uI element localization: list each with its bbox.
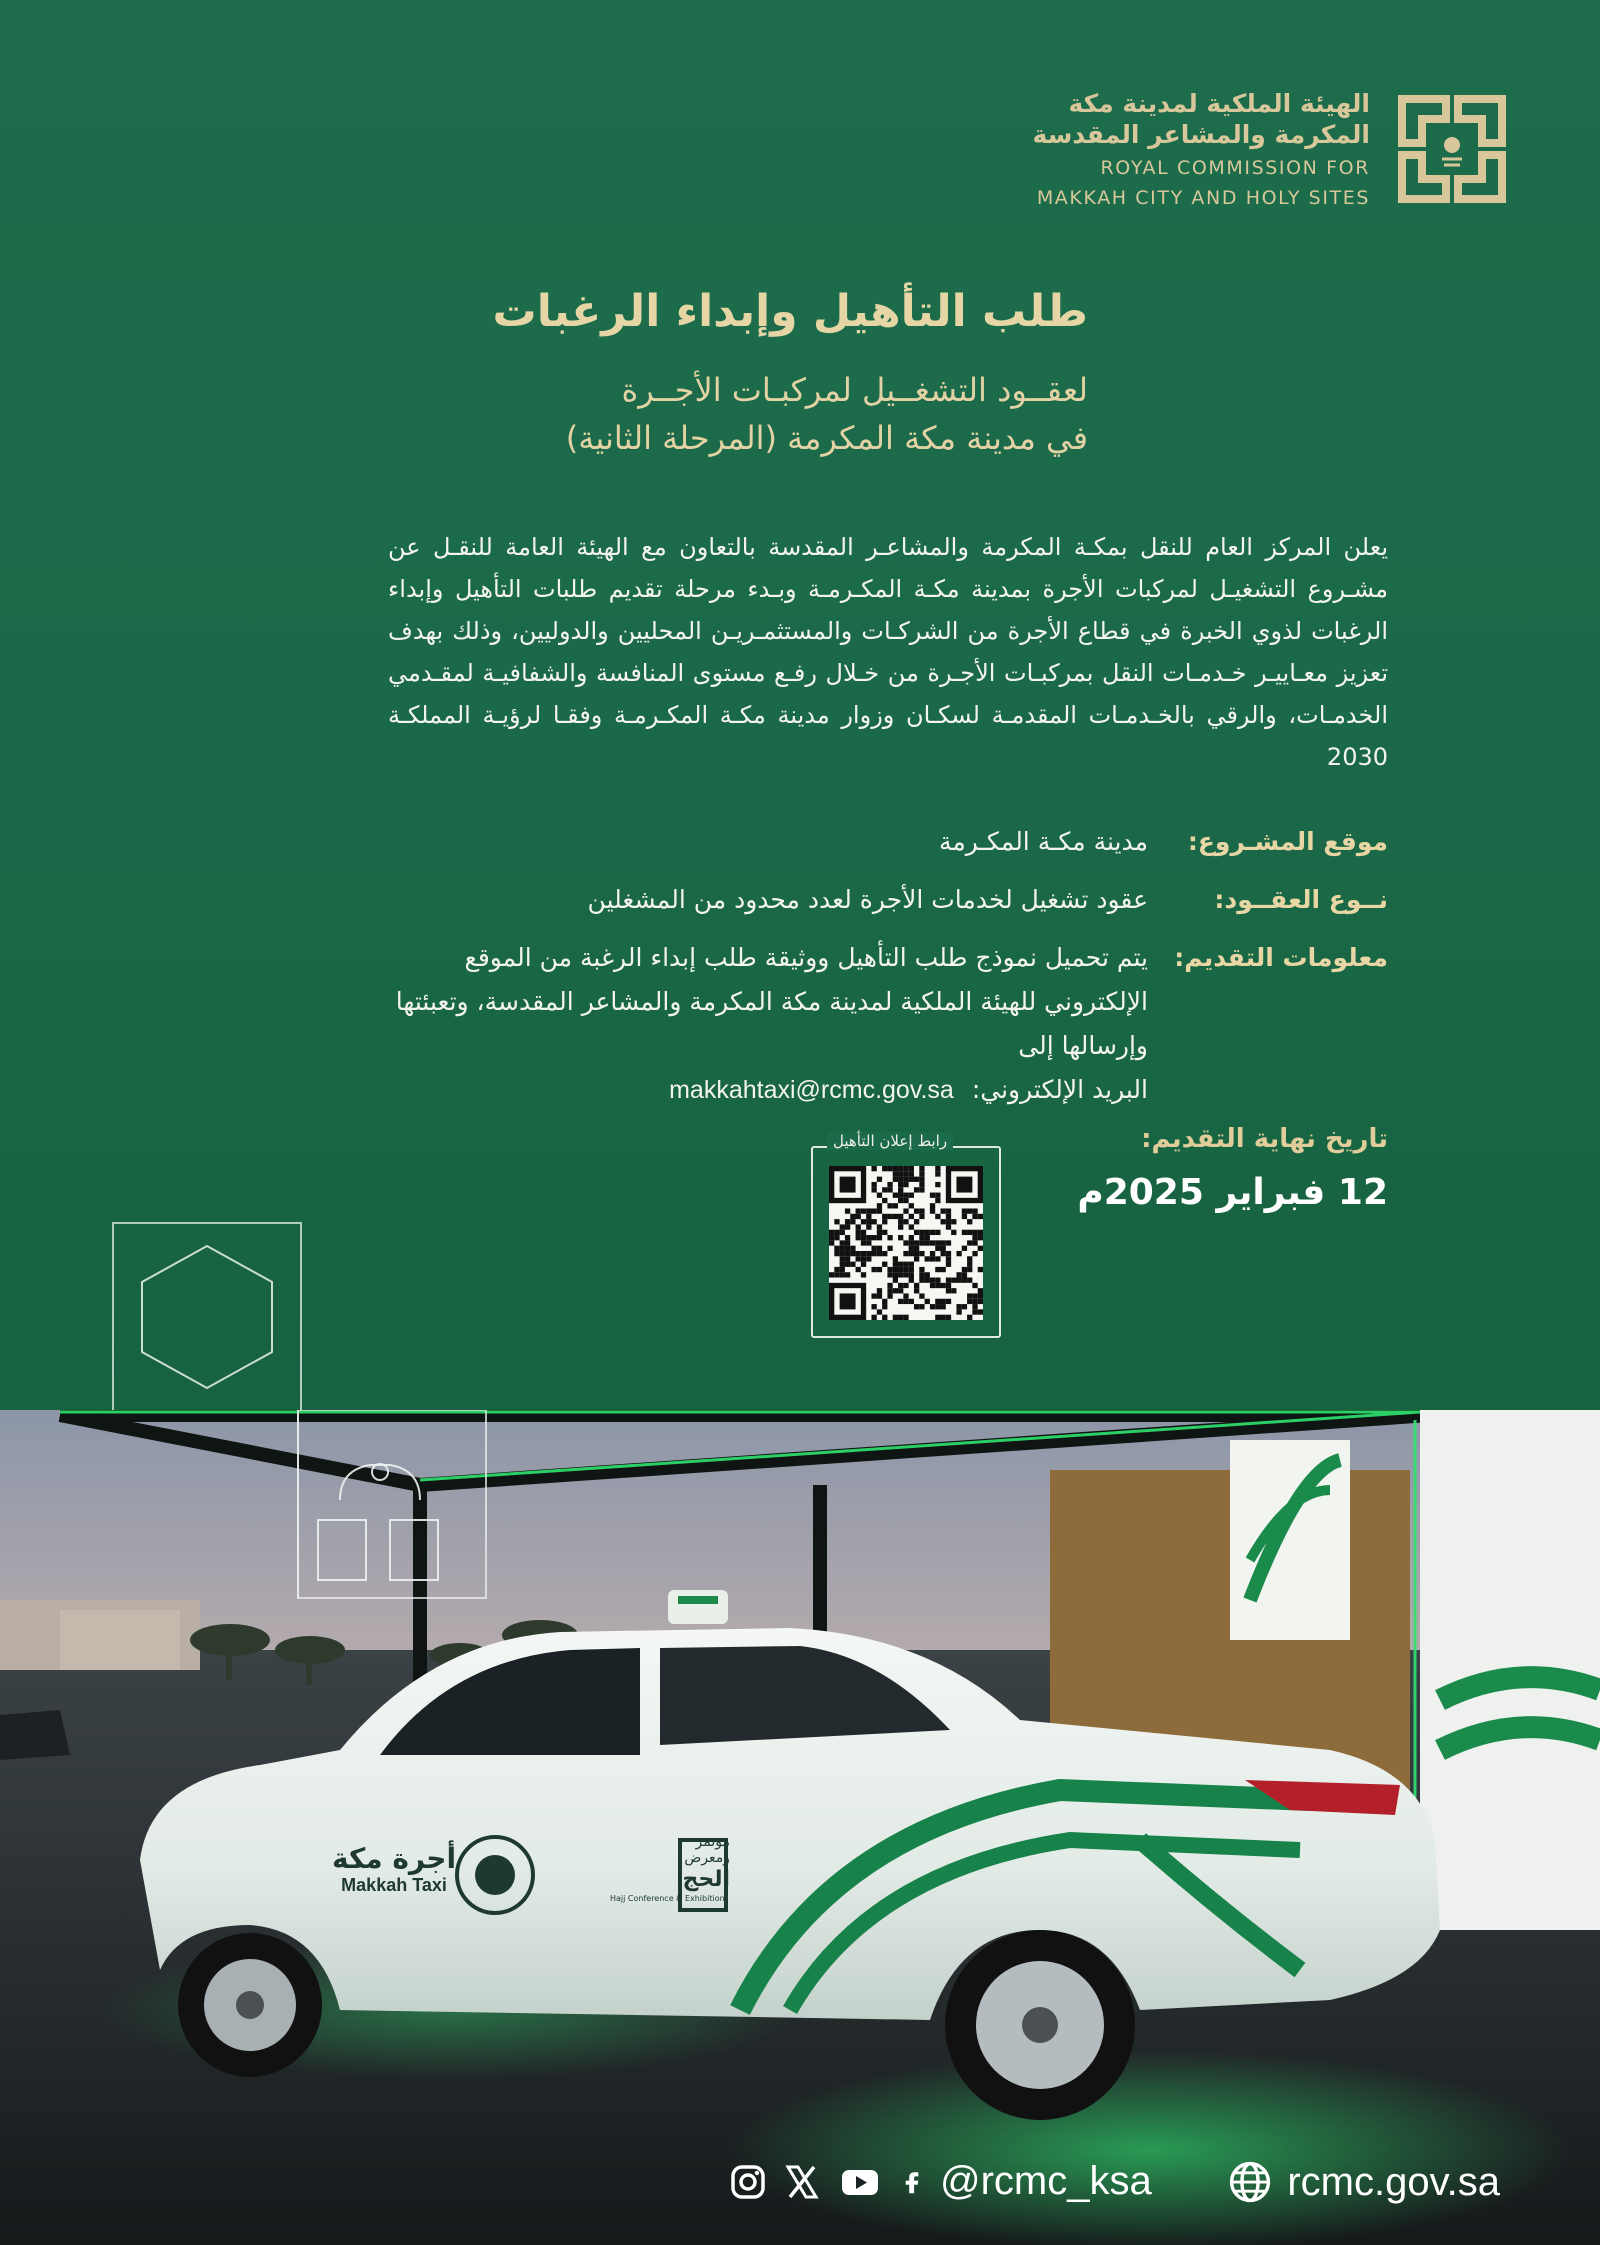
website-link[interactable] [1227, 2159, 1500, 2205]
detail-row-contract [388, 878, 1388, 922]
org-name-en-line1: ROYAL COMMISSION FOR [1100, 157, 1370, 179]
website-url[interactable]: rcmc.gov.sa [1287, 2159, 1500, 2204]
hajj-logo [610, 1834, 730, 1903]
title-block [328, 282, 1088, 462]
contract-value: عقود تشغيل لخدمات الأجرة لعدد محدود من المشغلين [587, 885, 1148, 914]
qr-code-frame[interactable] [811, 1132, 1001, 1338]
taxi-photo [0, 1410, 1600, 2245]
submission-info [388, 936, 1148, 1112]
qr-code[interactable] [829, 1166, 983, 1320]
commission-emblem-icon [1396, 93, 1508, 205]
social-links [728, 2159, 1152, 2204]
x-icon[interactable] [782, 2162, 822, 2202]
org-name-en-line2: MAKKAH CITY AND HOLY SITES [1036, 187, 1370, 209]
deadline-label: تاريخ نهاية التقديم: [1141, 1124, 1388, 1154]
qr-caption: رابط إعلان التأهيل [827, 1132, 953, 1150]
email-line [388, 1068, 1148, 1112]
submission-label: معلومات التقديم: [1174, 943, 1388, 972]
deadline-date: 12 فبراير 2025م [1077, 1172, 1388, 1213]
car-brand [332, 1842, 456, 1896]
hexagon-icon [114, 1224, 300, 1410]
org-name-ar-line2: المكرمة والمشاعر المقدسة [1032, 120, 1370, 149]
youtube-icon[interactable] [836, 2162, 884, 2202]
globe-icon [1227, 2159, 1273, 2205]
taxi-scene [0, 1410, 1600, 2245]
car-brand-en: Makkah Taxi [341, 1875, 447, 1895]
decorative-frame-top [112, 1222, 302, 1410]
location-label: موقع المشـروع: [1187, 827, 1388, 856]
organization-name [1033, 88, 1370, 210]
subtitle [328, 366, 1088, 462]
hajj-line2: ومعرض [684, 1850, 730, 1866]
deadline-block [1077, 1124, 1388, 1213]
detail-row-submission [388, 936, 1388, 1112]
hajj-line1: مؤتمر [695, 1834, 730, 1850]
facebook-icon[interactable] [898, 2162, 926, 2202]
instagram-icon[interactable] [728, 2162, 768, 2202]
submission-value: يتم تحميل نموذج طلب التأهيل ووثيقة طلب إبداء الرغبة من الموقع الإلكتروني للهيئة الملكية لمدينة مكة المكرمة والمشاعر المقدسة، وتعبئتها وإرسالها إلى [395, 943, 1148, 1060]
footer [0, 2153, 1600, 2217]
hajj-line3: الحج [682, 1867, 730, 1892]
subtitle-line1: لعقــود التشغــيل لمركبـات الأجــرة [621, 371, 1088, 409]
detail-row-location [388, 820, 1388, 864]
email-label: البريد الإلكتروني: [971, 1075, 1148, 1104]
project-details [388, 820, 1388, 1126]
announcement-paragraph: يعلن المركز العام للنقل بمكـة المكرمة والمشاعـر المقدسة بالتعاون مع الهيئة العامة للنقـل عن مشـروع التشغيـل لمركبات الأجرة بمدينة مكـة المكـرمـة وبـدء مرحلة تقديم طلبات التأهيل وإبداء الرغبات لذوي الخبرة في قطاع الأجرة من الشركـات والمستثمـريـن المحليين والدوليين، وذلك بهدف تعزيز معـاييـر خـدمـات النقل بمركبـات الأجـرة من خـلال رفـع مستوى المنافسة والشفافيـة لمقـدمي الخدمـات، والرقي بالخـدمـات المقدمـة لسكـان وزوار مدينة مكـة المكـرمـة وفقـا لرؤيـة المملكـة 2030 [388, 533, 1388, 771]
car-brand-ar: أجرة مكة [332, 1842, 457, 1875]
location-value: مدينة مكـة المكـرمة [939, 827, 1148, 856]
social-handle[interactable]: @rcmc_ksa [940, 2159, 1152, 2203]
hajj-en: Hajj Conference & Exhibition [610, 1894, 725, 1903]
organization-logo [1033, 88, 1508, 210]
subtitle-line2: في مدينة مكة المكرمة (المرحلة الثانية) [565, 419, 1088, 457]
contract-label: نــوع العقــود: [1214, 885, 1388, 914]
email-link[interactable]: makkahtaxi@rcmc.gov.sa [669, 1076, 954, 1104]
page-title: طلب التأهيل وإبداء الرغبات [492, 286, 1088, 337]
org-name-ar-line1: الهيئة الملكية لمدينة مكة [1068, 89, 1370, 118]
